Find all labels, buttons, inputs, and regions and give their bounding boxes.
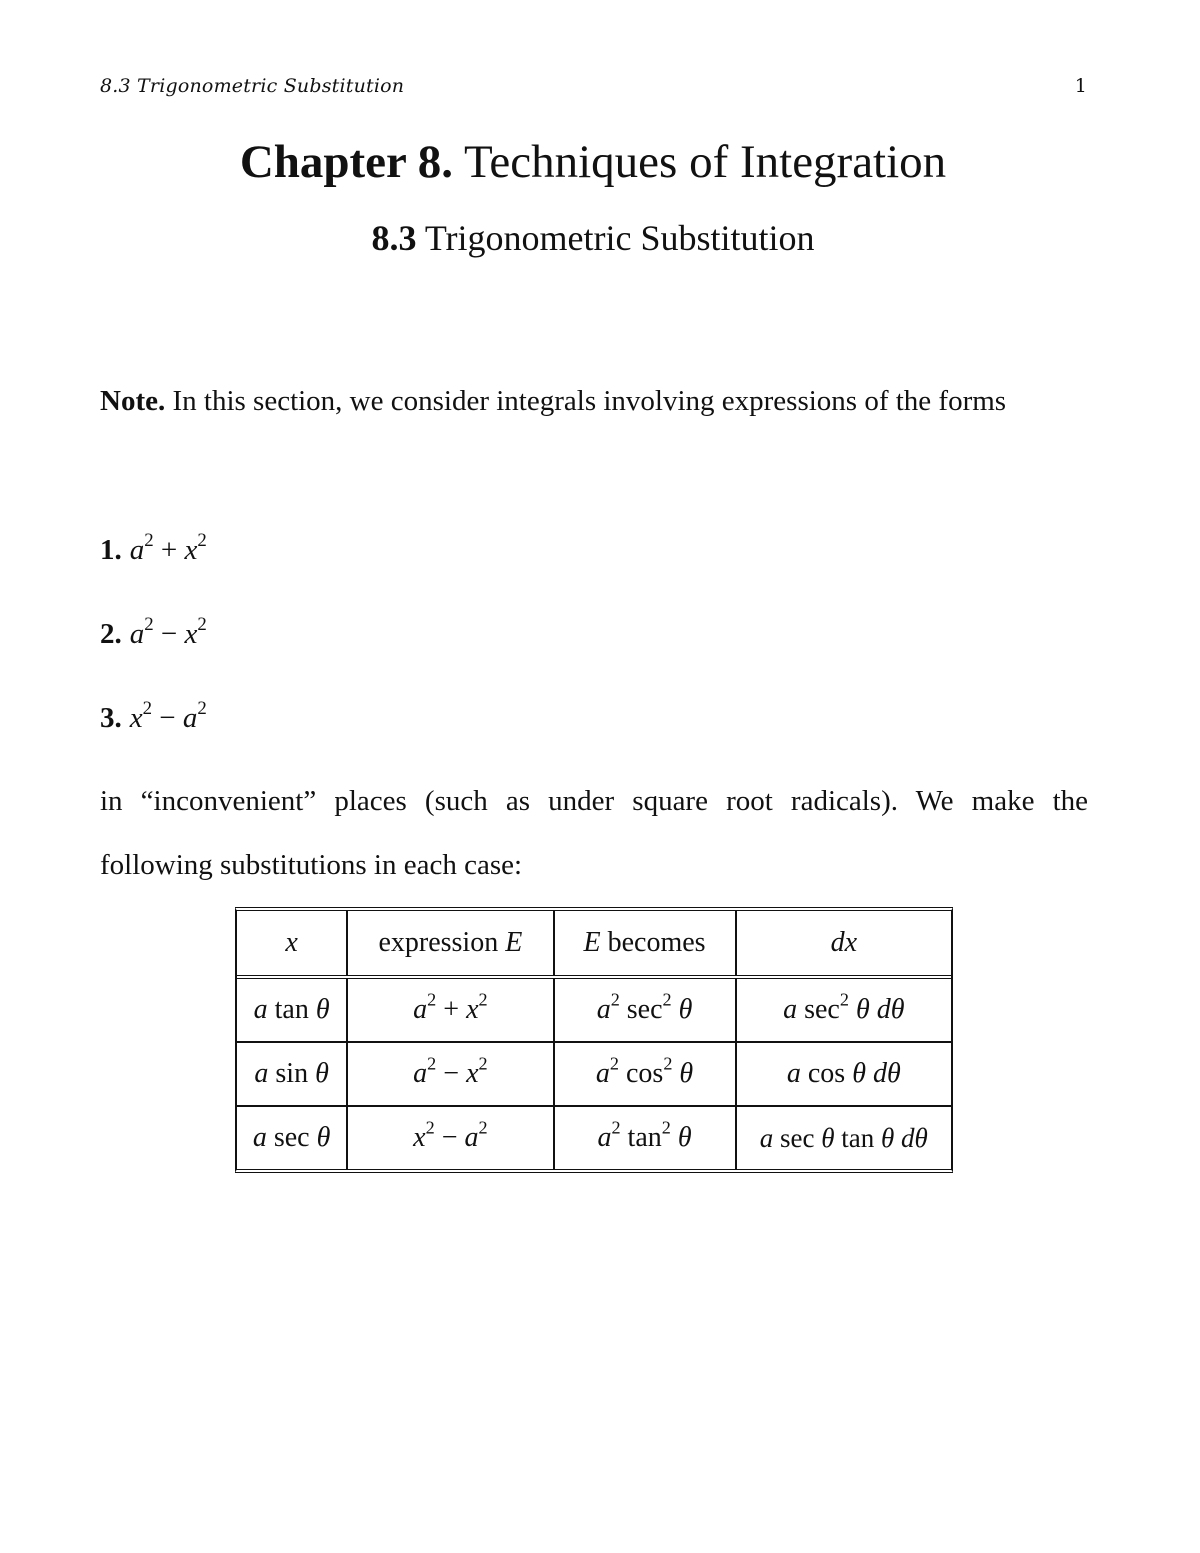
header-dx: dx bbox=[736, 911, 951, 977]
note-paragraph bbox=[100, 369, 1088, 433]
running-head bbox=[100, 75, 1087, 97]
table-row bbox=[237, 1106, 951, 1169]
form-item-2: 2. $a^2 - x^2$ bbox=[100, 613, 207, 650]
section-title bbox=[0, 216, 1186, 260]
section-number: 8.3 bbox=[371, 218, 417, 258]
cell-becomes: $a^2$ $\tan^2 \theta$ bbox=[554, 1106, 736, 1169]
cell-expression: $a^2 - x^2$ bbox=[347, 1042, 553, 1106]
cell-becomes: $a^2$ $\sec^2 \theta$ bbox=[554, 977, 736, 1042]
substitution-table bbox=[235, 907, 953, 1173]
table-row bbox=[237, 1042, 951, 1106]
table-header-row bbox=[237, 911, 951, 977]
header-x: x bbox=[237, 911, 347, 977]
chapter-title bbox=[0, 134, 1186, 190]
header-becomes: E becomes bbox=[554, 911, 736, 977]
cell-x: a sec θ bbox=[237, 1106, 347, 1169]
cell-expression: $x^2 - a^2$ bbox=[347, 1106, 553, 1169]
cell-dx: a sec θ tan θ dθ bbox=[736, 1106, 951, 1169]
form-item-1: 1. $a^2 + x^2$ bbox=[100, 529, 207, 566]
section-name: Trigonometric Substitution bbox=[424, 218, 815, 258]
running-head-title: 8.3 Trigonometric Substitution bbox=[100, 75, 405, 97]
page-number: 1 bbox=[1074, 75, 1087, 97]
chapter-label: Chapter 8. bbox=[239, 136, 454, 188]
cell-dx: a cos θ dθ bbox=[736, 1042, 951, 1106]
cell-x: a tan θ bbox=[237, 977, 347, 1042]
cell-x: a sin θ bbox=[237, 1042, 347, 1106]
note-text: In this section, we consider integrals involving expressions of the forms bbox=[172, 385, 1007, 417]
cell-dx: a $\sec^2 \theta$ dθ bbox=[736, 977, 951, 1042]
cell-expression: $a^2 + x^2$ bbox=[347, 977, 553, 1042]
form-item-3: 3. $x^2 - a^2$ bbox=[100, 697, 207, 734]
table-row bbox=[237, 977, 951, 1042]
header-expression: expression E bbox=[347, 911, 553, 977]
after-paragraph: in “inconvenient” places (such as under square root radicals). We make the following substitutions in each case: bbox=[100, 785, 1088, 881]
cell-becomes: $a^2$ $\cos^2 \theta$ bbox=[554, 1042, 736, 1106]
chapter-name: Techniques of Integration bbox=[463, 136, 947, 188]
note-label: Note. bbox=[100, 385, 166, 417]
